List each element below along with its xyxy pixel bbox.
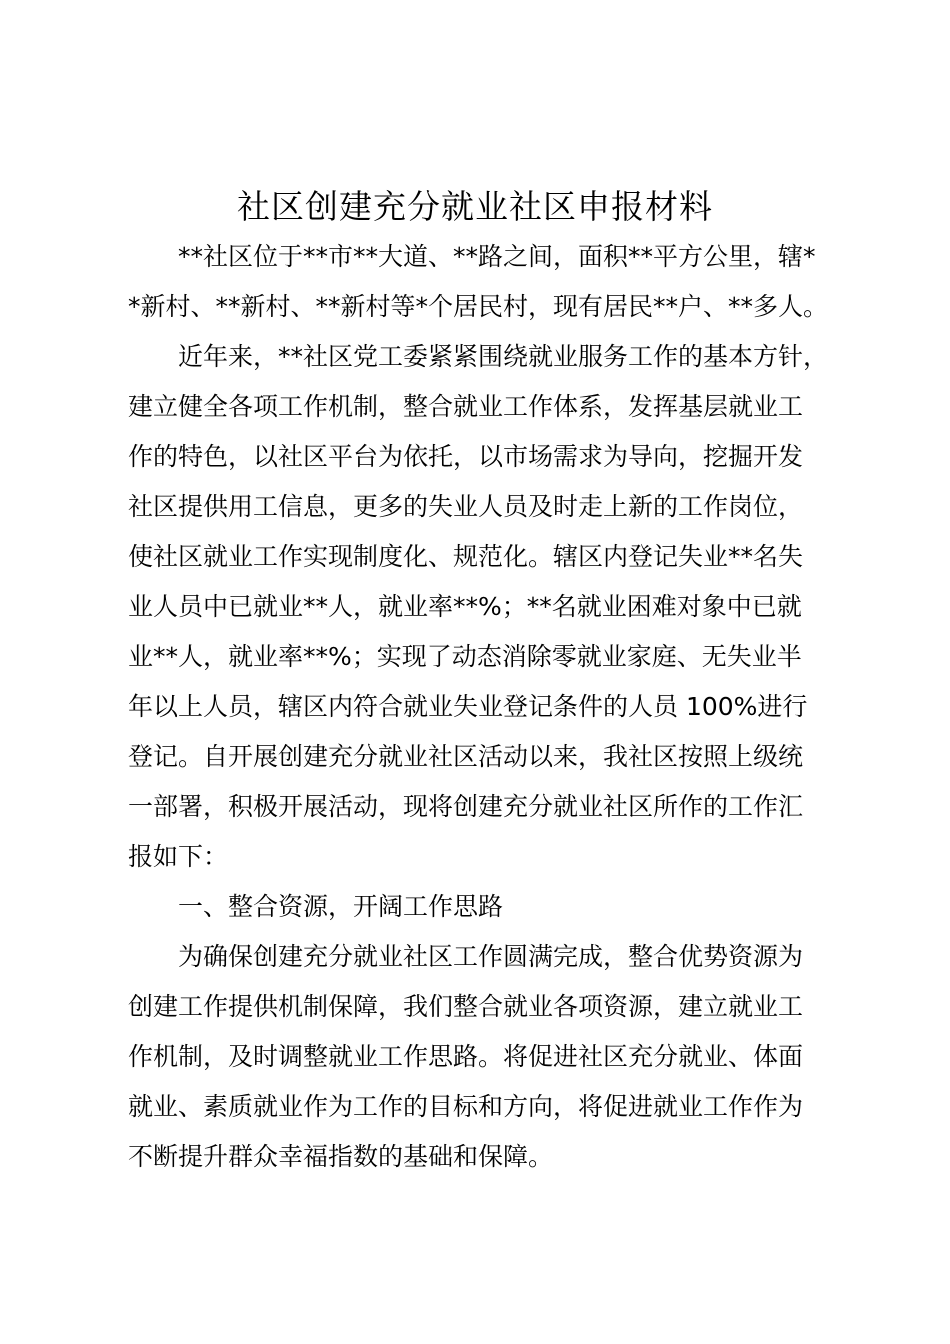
- paragraph-line: 作机制，及时调整就业工作思路。将促进社区充分就业、体面: [128, 1042, 804, 1071]
- section-heading: 一、整合资源，开阔工作思路: [178, 892, 504, 921]
- paragraph-line: 社区提供用工信息，更多的失业人员及时走上新的工作岗位，: [128, 492, 804, 521]
- paragraph-line: 近年来，**社区党工委紧紧围绕就业服务工作的基本方针，: [178, 342, 829, 371]
- paragraph-line: 年以上人员，辖区内符合就业失业登记条件的人员 100%进行: [128, 692, 808, 721]
- document-body: [128, 232, 838, 1182]
- paragraph-line: 不断提升群众幸福指数的基础和保障。: [128, 1142, 554, 1171]
- paragraph-line: 业**人，就业率**%；实现了动态消除零就业家庭、无失业半: [128, 642, 802, 671]
- paragraph-line: **社区位于**市**大道、**路之间，面积**平方公里，辖*: [178, 242, 816, 271]
- paragraph-line: *新村、**新村、**新村等*个居民村，现有居民**户、**多人。: [128, 292, 829, 321]
- paragraph-line: 登记。自开展创建充分就业社区活动以来，我社区按照上级统: [128, 742, 804, 771]
- paragraph-line: 作的特色，以社区平台为依托，以市场需求为导向，挖掘开发: [128, 442, 804, 471]
- paragraph-line: 就业、素质就业作为工作的目标和方向，将促进就业工作作为: [128, 1092, 804, 1121]
- paragraph-line: 一部署，积极开展活动，现将创建充分就业社区所作的工作汇: [128, 792, 804, 821]
- paragraph-line: 创建工作提供机制保障，我们整合就业各项资源，建立就业工: [128, 992, 804, 1021]
- document-title: 社区创建充分就业社区申报材料: [237, 187, 713, 226]
- paragraph-line: 业人员中已就业**人，就业率**%；**名就业困难对象中已就: [128, 592, 802, 621]
- paragraph-line: 为确保创建充分就业社区工作圆满完成，整合优势资源为: [178, 942, 804, 971]
- paragraph-line: 报如下：: [128, 842, 229, 871]
- paragraph-line: 建立健全各项工作机制，整合就业工作体系，发挥基层就业工: [128, 392, 804, 421]
- paragraph-line: 使社区就业工作实现制度化、规范化。辖区内登记失业**名失: [128, 542, 804, 571]
